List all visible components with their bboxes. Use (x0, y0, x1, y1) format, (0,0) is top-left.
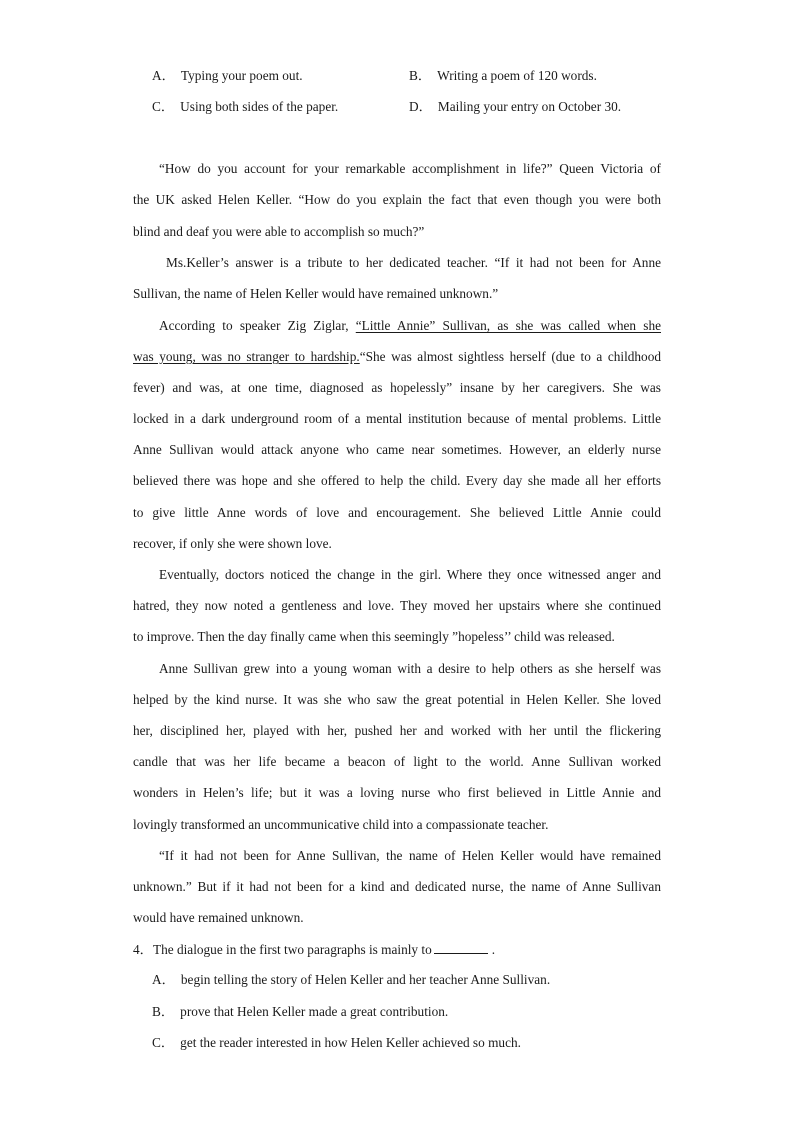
question-text: The dialogue in the first two paragraphs is mainly to (152, 942, 432, 957)
paragraph-5-line: her, disciplined her, played with her, pushed her and worked with her until the flickering (133, 723, 661, 738)
option-text: begin telling the story of Helen Keller and her teacher Anne Sullivan. (180, 972, 551, 987)
question-end: . (491, 942, 496, 957)
question-4-option-b (152, 1002, 448, 1022)
paragraph-1-line: blind and deaf you were able to accomplish so much?” (133, 224, 425, 239)
paragraph-3-line: fever) and was, at one time, diagnosed as hopelessly” insane by her caregivers. She was (133, 380, 661, 395)
paragraph-6-line: would have remained unknown. (133, 910, 304, 925)
question-4-stem (133, 939, 661, 959)
paragraph-3-line: believed there was hope and she offered to help the child. Every day she made all her efforts (133, 473, 661, 488)
paragraph-1-line: the UK asked Helen Keller. “How do you explain the fact that even though you were both (133, 192, 661, 207)
underlined-sentence: “Little Annie” Sullivan, as she was called when she (355, 318, 661, 333)
underlined-sentence: was young, was no stranger to hardship. (133, 349, 360, 364)
paragraph-3-line (133, 347, 661, 367)
option-letter: C． (152, 1035, 175, 1050)
question-4-option-a (152, 970, 550, 990)
paragraph-5-line: wonders in Helen’s life; but it was a loving nurse who first believed in Little Annie and (133, 785, 661, 800)
paragraph-4-line: to improve. Then the day finally came when this seemingly ”hopeless’’ child was released. (133, 629, 615, 644)
option-letter: B． (152, 1004, 175, 1019)
option-text: Typing your poem out. (180, 68, 303, 83)
paragraph-5-line: candle that was her life became a beacon of light to the world. Anne Sullivan worked (133, 754, 661, 769)
paragraph-5-line: Anne Sullivan grew into a young woman with a desire to help others as she herself was (159, 661, 661, 676)
option-letter: A． (152, 68, 175, 83)
option-text: Using both sides of the paper. (180, 99, 339, 114)
question-number: 4． (133, 942, 153, 957)
answer-blank (434, 939, 488, 954)
option-b-prev (409, 66, 597, 86)
option-letter: D． (409, 99, 432, 114)
paragraph-3-line: recover, if only she were shown love. (133, 536, 332, 551)
question-4-option-c (152, 1033, 521, 1053)
paragraph-3-text: “She was almost sightless herself (due to a childhood (359, 349, 661, 364)
option-c-prev (152, 97, 338, 117)
option-letter: B． (409, 68, 432, 83)
paragraph-4-line: Eventually, doctors noticed the change in the girl. Where they once witnessed anger and (159, 567, 661, 582)
option-d-prev (409, 97, 621, 117)
paragraph-3-line: locked in a dark underground room of a mental institution because of mental problems. Little (133, 411, 661, 426)
option-a-prev (152, 66, 303, 86)
paragraph-6-line: unknown.” But if it had not been for a kind and dedicated nurse, the name of Anne Sullivan (133, 879, 661, 894)
paragraph-2-line: Ms.Keller’s answer is a tribute to her dedicated teacher. “If it had not been for Anne (166, 255, 661, 270)
paragraph-5-line: helped by the kind nurse. It was she who saw the great potential in Helen Keller. She loved (133, 692, 661, 707)
option-letter: C． (152, 99, 175, 114)
paragraph-1-line: “How do you account for your remarkable accomplishment in life?” Queen Victoria of (159, 161, 661, 176)
paragraph-2-line: Sullivan, the name of Helen Keller would have remained unknown.” (133, 286, 499, 301)
paragraph-5-line: lovingly transformed an uncommunicative child into a compassionate teacher. (133, 817, 549, 832)
paragraph-3-text: According to speaker Zig Ziglar, (159, 318, 349, 333)
option-text: Writing a poem of 120 words. (437, 68, 597, 83)
option-text: Mailing your entry on October 30. (437, 99, 622, 114)
paragraph-3-line: Anne Sullivan would attack anyone who came near sometimes. However, an elderly nurse (133, 442, 661, 457)
paragraph-3-line: to give little Anne words of love and encouragement. She believed Little Annie could (133, 505, 661, 520)
paragraph-3-line (159, 316, 661, 336)
option-text: prove that Helen Keller made a great contribution. (180, 1004, 449, 1019)
option-letter: A． (152, 972, 175, 987)
paragraph-6-line: “If it had not been for Anne Sullivan, the name of Helen Keller would have remained (159, 848, 661, 863)
option-text: get the reader interested in how Helen Keller achieved so much. (180, 1035, 521, 1050)
paragraph-4-line: hatred, they now noted a gentleness and love. They moved her upstairs where she continued (133, 598, 661, 613)
